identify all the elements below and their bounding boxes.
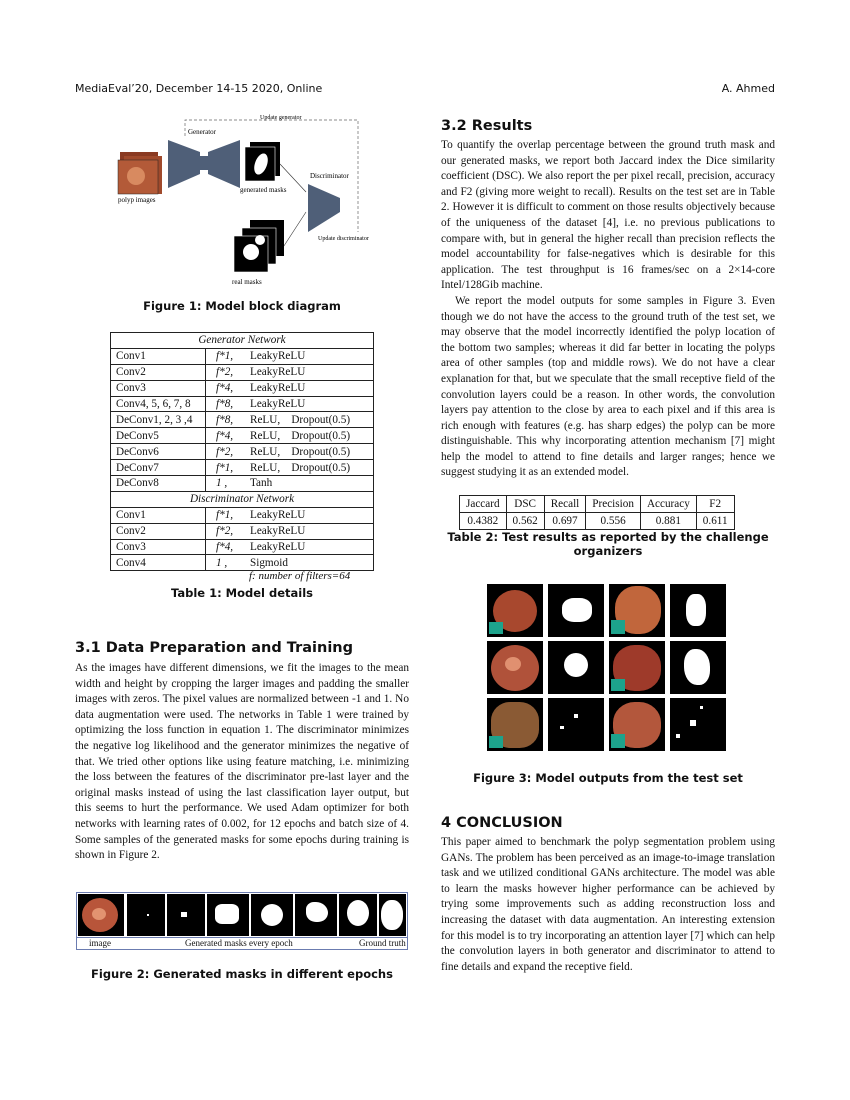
table1-row <box>111 380 374 396</box>
table1-filters: f*2, <box>216 445 234 458</box>
table1-layer: Conv2 <box>111 523 206 539</box>
table1-activation: LeakyReLU <box>250 398 306 410</box>
label-discriminator: Discriminator <box>310 172 349 180</box>
table2-header: Recall <box>544 496 586 513</box>
table2-caption: Table 2: Test results as reported by the challenge organizers <box>447 530 769 558</box>
epoch-mask-5 <box>295 894 337 936</box>
figure3-mask-2 <box>670 584 726 637</box>
table1-activation: ReLU, Dropout(0.5) <box>250 413 351 426</box>
figure2-source-image <box>78 894 124 936</box>
figure1-caption: Figure 1: Model block diagram <box>143 299 341 313</box>
label-polyp-images: polyp images <box>118 196 156 204</box>
table1-activation: ReLU, Dropout(0.5) <box>250 429 351 442</box>
table2-header: Precision <box>586 496 641 513</box>
table1-config <box>206 539 374 555</box>
table1-activation: LeakyReLU <box>250 541 306 554</box>
table1-activation: ReLU, Dropout(0.5) <box>250 461 351 474</box>
figure3-input-5 <box>487 698 543 751</box>
table1-filters: f*8, <box>216 398 234 410</box>
table1-layer: DeConv8 <box>111 476 206 492</box>
table1-filters: f*1, <box>216 461 234 474</box>
table1-row <box>111 460 374 476</box>
table2-header: Accuracy <box>640 496 696 513</box>
table2-value: 0.4382 <box>460 513 507 530</box>
table1-section-header: Discriminator Network <box>111 491 374 507</box>
table1-layer: DeConv6 <box>111 444 206 460</box>
figure2-strip <box>76 892 408 950</box>
epoch-mask-6 <box>339 894 377 936</box>
section31-paragraph: As the images have different dimensions, we fit the images to the mean width and height by cropping the larger images and padding the smaller images with zeros. The pixel values are normalized between -1 and 1. No data augmentation were used. The networks in Table 1 were trained by optimizing the loss function in equation 1. The discriminator minimizes the negative log likelihood and the generator minimizes the negative of that. We tried other options like using feature matching, i.e. minimizing the loss between the features of the discriminator pre-last layer and the original masks instead of using the last classification layer output, but this seems to hurt the performance. We used Adam optimizer for both networks with learning rates of 0.002, for 12 epochs and batch size of 4. Some samples of the generated masks for some epochs during training is shown in Figure 2. <box>75 662 409 862</box>
table1-config <box>206 444 374 460</box>
section32-paragraph-1: To quantify the overlap percentage between the ground truth mask and our generated masks, we report both Jaccard index the Dice similarity coefficient (DSC). We also report the per pixel recall, precision, accuracy and F2 (giving more weight to recall). Results on the test set are in Table 2. However it is difficult to comment on those results objectively because of the uniqueness of the dataset [4], i.e. no previous publications to compare with, but in general the higher recall than precision reflects the model accountability for false-negatives which is desirable for this application. The test throughput is 16 frames/sec on a 2×14-core Intel/128Gib machine. <box>441 139 775 292</box>
table2-value: 0.611 <box>696 513 734 530</box>
table1-row <box>111 396 374 412</box>
figure3-input-6 <box>609 698 665 751</box>
table2-header: DSC <box>506 496 544 513</box>
table1-row <box>111 539 374 555</box>
table1-layer: Conv4 <box>111 555 206 571</box>
table1-filters: 1 , <box>216 477 228 490</box>
table2-header: Jaccard <box>460 496 507 513</box>
figure3-input-3 <box>487 641 543 694</box>
ground-truth-mask <box>379 894 406 936</box>
table1-layer: DeConv7 <box>111 460 206 476</box>
table1-config <box>206 523 374 539</box>
table1-filters: f*1, <box>216 509 234 522</box>
discriminator-block <box>308 184 340 232</box>
table1-activation: LeakyReLU <box>250 525 306 538</box>
label-real-masks: real masks <box>232 278 262 286</box>
table1-filters: 1 , <box>216 556 228 569</box>
figure3-input-4 <box>609 641 665 694</box>
figure3-mask-4 <box>670 641 726 694</box>
figure3-mask-6 <box>670 698 726 751</box>
figure3-mask-5 <box>548 698 604 751</box>
table1-config <box>206 507 374 523</box>
table2-value: 0.556 <box>586 513 641 530</box>
table1-activation: LeakyReLU <box>250 382 306 395</box>
table1-row <box>111 444 374 460</box>
table1-filters: f*4, <box>216 541 234 554</box>
figure2-caption: Figure 2: Generated masks in different epochs <box>91 967 393 981</box>
table2-value: 0.881 <box>640 513 696 530</box>
table1-filters: f*4, <box>216 429 234 442</box>
section32-title: 3.2 Results <box>441 118 533 134</box>
figure2-label-bar <box>77 937 407 949</box>
label-update-discriminator: Update discriminator <box>318 236 369 242</box>
table1-config <box>206 364 374 380</box>
figure2-label-generated: Generated masks every epoch <box>185 938 293 948</box>
table1-config <box>206 380 374 396</box>
table1-config <box>206 428 374 444</box>
label-update-generator: Update generator <box>260 115 302 121</box>
table1-filters: f*2, <box>216 366 234 379</box>
table1-layer: Conv4, 5, 6, 7, 8 <box>111 396 206 412</box>
generator-encoder <box>168 140 200 188</box>
table1-config <box>206 460 374 476</box>
table2-value: 0.562 <box>506 513 544 530</box>
label-generated-masks: generated masks <box>240 186 287 194</box>
epoch-mask-2 <box>167 894 205 936</box>
epoch-mask-3 <box>207 894 249 936</box>
table1-layer: Conv1 <box>111 348 206 364</box>
table1-config <box>206 555 374 571</box>
table1-layer: Conv1 <box>111 507 206 523</box>
table1-layer: Conv3 <box>111 539 206 555</box>
table1-row <box>111 412 374 428</box>
table1-row <box>111 555 374 571</box>
table1-config <box>206 476 374 492</box>
table1-row <box>111 507 374 523</box>
table1-config <box>206 348 374 364</box>
section31-text <box>75 661 409 864</box>
running-header-right: A. Ahmed <box>721 82 775 95</box>
table1-row <box>111 364 374 380</box>
section4-title: 4 CONCLUSION <box>441 815 563 831</box>
table1-filters: f*8, <box>216 413 234 426</box>
table1-layer: Conv3 <box>111 380 206 396</box>
figure1-diagram <box>110 112 370 292</box>
table1-row <box>111 476 374 492</box>
section4-text <box>441 835 775 975</box>
section31-title: 3.1 Data Preparation and Training <box>75 640 353 656</box>
table1-layer: Conv2 <box>111 364 206 380</box>
table1-activation: ReLU, Dropout(0.5) <box>250 445 351 458</box>
table1 <box>110 332 374 571</box>
figure3-mask-1 <box>548 584 604 637</box>
table2-value: 0.697 <box>544 513 586 530</box>
table1-row <box>111 523 374 539</box>
table1-layer: DeConv5 <box>111 428 206 444</box>
table1-filters: f*1, <box>216 350 234 363</box>
figure3-input-2 <box>609 584 665 637</box>
table1-activation: Tanh <box>250 477 273 490</box>
label-generator: Generator <box>188 128 216 136</box>
table1-row <box>111 348 374 364</box>
table1-row <box>111 428 374 444</box>
table1-activation: LeakyReLU <box>250 350 306 363</box>
table1-config <box>206 396 374 412</box>
table1-layer: DeConv1, 2, 3 ,4 <box>111 412 206 428</box>
table1-config <box>206 412 374 428</box>
table2 <box>459 495 735 530</box>
running-header-left: MediaEval’20, December 14-15 2020, Online <box>75 82 323 95</box>
table1-filters: f*2, <box>216 525 234 538</box>
table2-header: F2 <box>696 496 734 513</box>
table1-caption: Table 1: Model details <box>170 586 314 600</box>
section32-paragraph-2: We report the model outputs for some samples in Figure 3. Even though we do not have the access to the ground truth of the test set, we may observe that the model incorrectly identified the polyp location of the bottom two samples; whereas it did far better in locating the polyps area of other samples (top and middle rows). We do not have a clear explanation for that, but we speculate that the small receptive field of the convolution layers could be a reason. In other words, the convolution layers pay attention to the close by area to each pixel and if this area is rich enough with features (e.g. has sharp edges) the polyp can be more distinguishable. This why incorporating attention mechanism [7] might help the model to attend to fine details and larger ranges; hence we suggest studying it as an extended model. <box>441 294 775 479</box>
table1-activation: LeakyReLU <box>250 366 306 379</box>
generator-decoder <box>208 140 240 188</box>
figure3-mask-3 <box>548 641 604 694</box>
section4-paragraph: This paper aimed to benchmark the polyp segmentation problem using GANs. The problem has been perceived as an image-to-image translation task and we utilized conditional GANs architecture. The model was able to learn the masks however higher performance can be achieved by trying some improvements such as adding reconstruction loss and increasing the dataset with data augmentation. An interesting extension for this model is to try incorporating an attention layer [7] which can help the convolution layers in both generator and discriminator to attend to fine details and expand the receptive field. <box>441 836 775 973</box>
polyp-shape <box>127 167 145 185</box>
figure3-caption: Figure 3: Model outputs from the test set <box>473 771 743 785</box>
table1-section-header: Generator Network <box>111 333 374 349</box>
figure2-label-image: image <box>89 938 111 948</box>
table1-filters: f*4, <box>216 382 234 395</box>
figure3-input-1 <box>487 584 543 637</box>
table1-activation: Sigmoid <box>250 556 288 569</box>
table1-footnote: f: number of filters=64 <box>249 570 351 582</box>
figure2-label-truth: Ground truth <box>359 938 406 948</box>
epoch-mask-1 <box>127 894 165 936</box>
epoch-mask-4 <box>251 894 293 936</box>
figure3-grid <box>487 584 730 754</box>
table1-activation: LeakyReLU <box>250 509 306 522</box>
section32-text <box>441 138 775 481</box>
